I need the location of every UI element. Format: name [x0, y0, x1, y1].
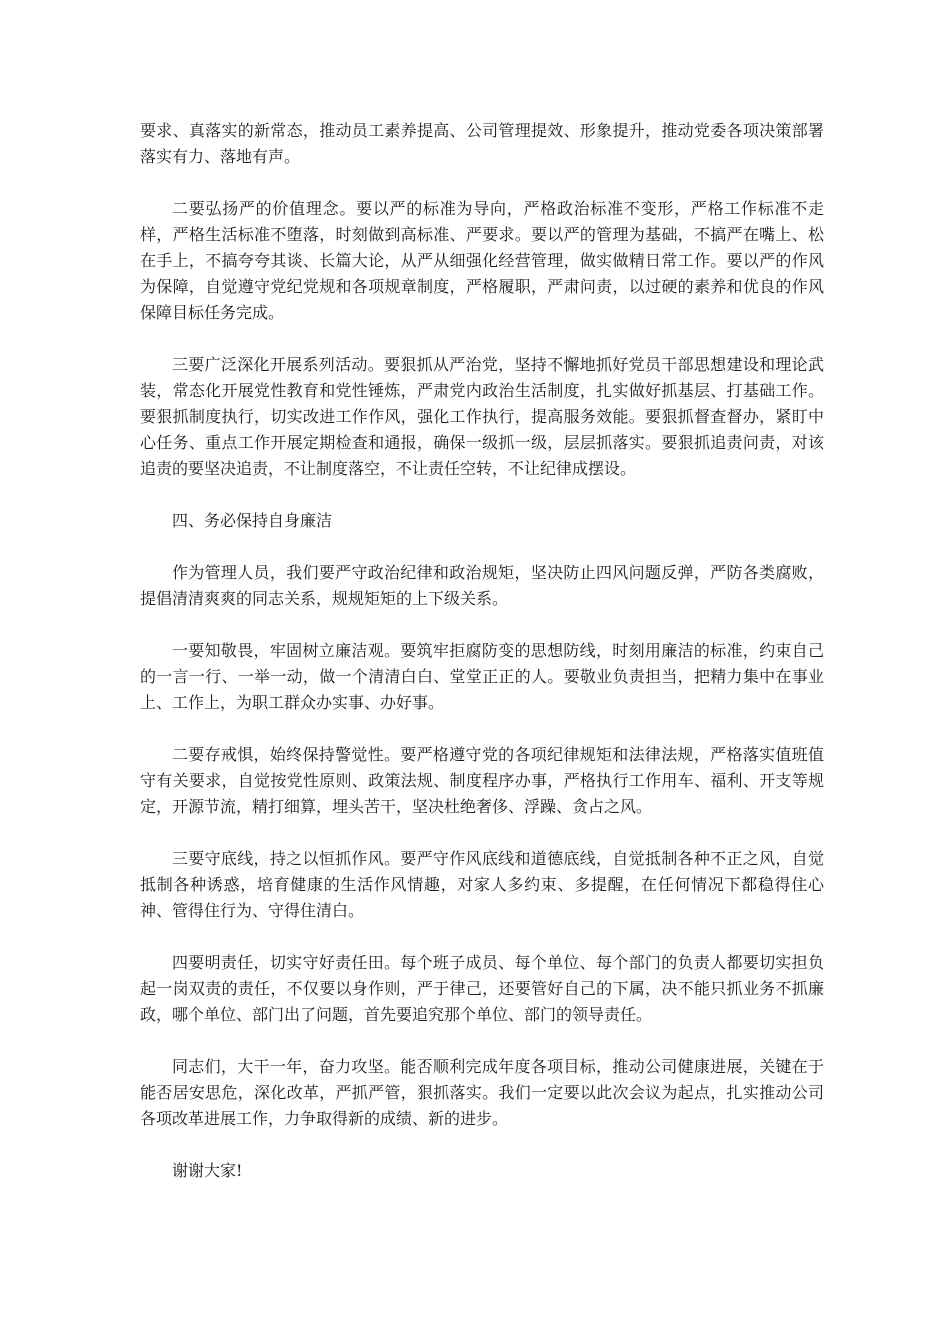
section-heading-integrity: 四、务必保持自身廉洁	[172, 511, 333, 530]
paragraph-vigilance: 二要存戒惧，始终保持警觉性。要严格遵守党的各项纪律规矩和法律法规，严格落实值班值守有关要求，自觉按党性原则、政策法规、制度程序办事，严格执行工作用车、福利、开支等规定，开源节流，精打细算，埋头苦干，坚决杜绝奢侈、浮躁、贪占之风。	[140, 745, 824, 816]
paragraph-closing: 同志们，大干一年，奋力攻坚。能否顺利完成年度各项目标，推动公司健康进展，关键在于能否居安思危，深化改革，严抓严管，狠抓落实。我们一定要以此次会议为起点，扎实推动公司各项改革进展工作，力争取得新的成绩、新的进步。	[140, 1057, 824, 1128]
paragraph-thanks: 谢谢大家!	[172, 1161, 243, 1180]
paragraph-managers-discipline: 作为管理人员，我们要严守政治纪律和政治规矩，坚决防止四风问题反弹，严防各类腐败，提倡清清爽爽的同志关系，规规矩矩的上下级关系。	[140, 563, 824, 608]
paragraph-know-reverence: 一要知敬畏，牢固树立廉洁观。要筑牢拒腐防变的思想防线，时刻用廉洁的标准，约束自己的一言一行、一举一动，做一个清清白白、堂堂正正的人。要敬业负责担当，把精力集中在事业上、工作上，为职工群众办实事、办好事。	[140, 641, 824, 712]
paragraph-strict-values: 二要弘扬严的价值理念。要以严的标准为导向，严格政治标准不变形，严格工作标准不走样，严格生活标准不堕落，时刻做到高标准、严要求。要以严的管理为基础，不搞严在嘴上、松在手上，不搞夸夸其谈、长篇大论，从严从细强化经营管理，做实做精日常工作。要以严的作风为保障，自觉遵守党纪党规和各项规章制度，严格履职，严肃问责，以过硬的素养和优良的作风保障目标任务完成。	[140, 199, 824, 322]
document-body	[140, 118, 824, 1210]
paragraph-responsibility: 四要明责任，切实守好责任田。每个班子成员、每个单位、每个部门的负责人都要切实担负起一岗双责的责任，不仅要以身作则，严于律己，还要管好自己的下属，决不能只抓业务不抓廉政，哪个单位、部门出了问题，首先要追究那个单位、部门的领导责任。	[140, 953, 824, 1024]
paragraph-bottom-line: 三要守底线，持之以恒抓作风。要严守作风底线和道德底线，自觉抵制各种不正之风，自觉抵制各种诱惑，培育健康的生活作风情趣，对家人多约束、多提醒，在任何情况下都稳得住心神、管得住行为、守得住清白。	[140, 849, 824, 920]
paragraph-series-activities: 三要广泛深化开展系列活动。要狠抓从严治党，坚持不懈地抓好党员干部思想建设和理论武装，常态化开展党性教育和党性锤炼，严肃党内政治生活制度，扎实做好抓基层、打基础工作。要狠抓制度执行，切实改进工作作风，强化工作执行，提高服务效能。要狠抓督查督办，紧盯中心任务、重点工作开展定期检查和通报，确保一级抓一级，层层抓落实。要狠抓追责问责，对该追责的要坚决追责，不让制度落空，不让责任空转，不让纪律成摆设。	[140, 355, 824, 478]
paragraph-continuation: 要求、真落实的新常态，推动员工素养提高、公司管理提效、形象提升，推动党委各项决策部署落实有力、落地有声。	[140, 121, 824, 166]
